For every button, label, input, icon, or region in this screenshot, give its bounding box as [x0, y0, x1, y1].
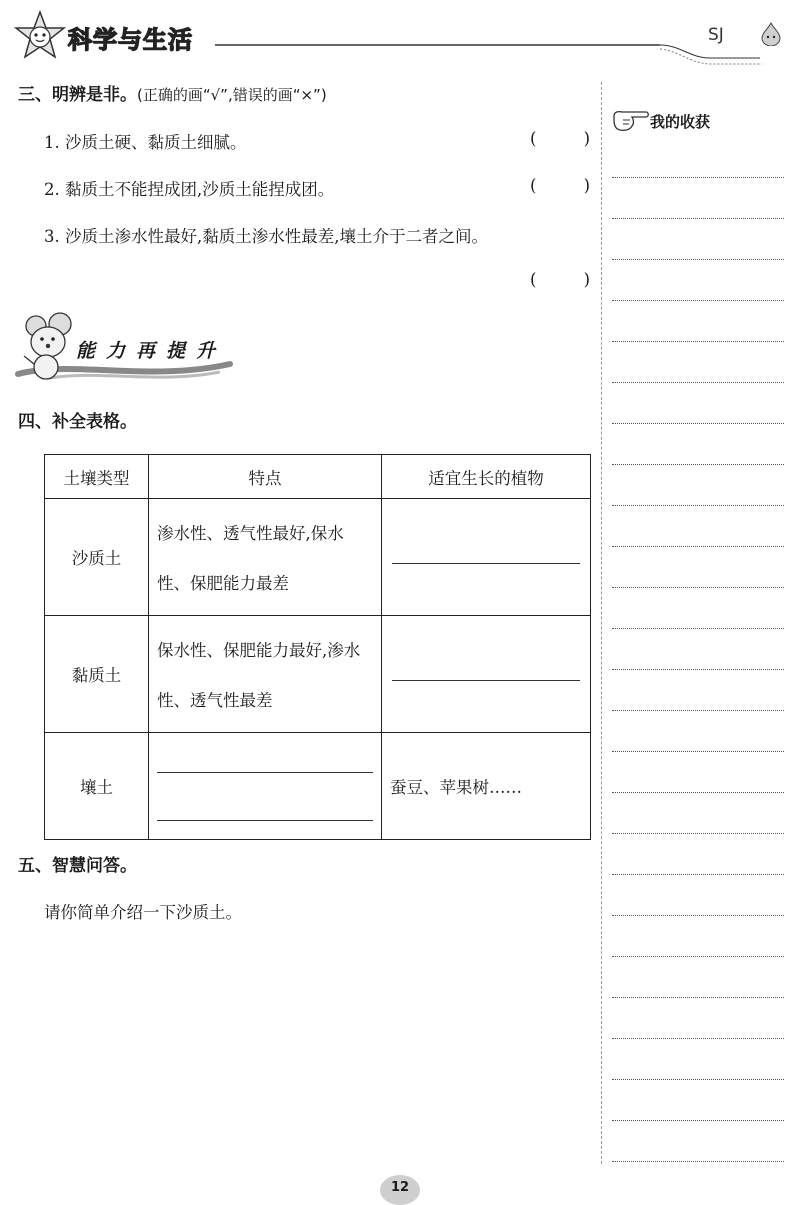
soil-type-cell: 黏质土 — [45, 616, 149, 733]
section-3-title: 三、明辨是非。 — [18, 85, 137, 105]
note-line[interactable] — [612, 1120, 784, 1121]
banner-label: 能力再提升 — [76, 340, 227, 362]
note-line[interactable] — [612, 710, 784, 711]
soil-type-cell: 壤土 — [45, 733, 149, 840]
answer-box-3[interactable] — [530, 270, 590, 289]
note-line[interactable] — [612, 259, 784, 260]
plants-cell: 蚕豆、苹果树…… — [382, 733, 591, 840]
sidebar-title: 我的收获 — [650, 113, 711, 131]
note-line[interactable] — [612, 751, 784, 752]
note-line[interactable] — [612, 1079, 784, 1080]
table-header: 特点 — [149, 455, 382, 499]
note-line[interactable] — [612, 423, 784, 424]
question-2: 2. 黏质土不能捏成团,沙质土能捏成团。 — [44, 180, 335, 199]
table-header-row — [45, 455, 591, 499]
feature-cell: 保水性、保肥能力最好,渗水性、透气性最差 — [149, 616, 382, 733]
table-header: 土壤类型 — [45, 455, 149, 499]
section-4-title: 四、补全表格。 — [18, 412, 137, 432]
note-line[interactable] — [612, 382, 784, 383]
note-line[interactable] — [612, 628, 784, 629]
section-5-question: 请你简单介绍一下沙质土。 — [44, 903, 242, 922]
note-line[interactable] — [612, 464, 784, 465]
answer-box-1[interactable] — [530, 129, 590, 148]
pointing-hand-icon — [610, 108, 650, 134]
page-number: 12 — [380, 1175, 420, 1205]
table-header: 适宜生长的植物 — [382, 455, 591, 499]
paren-open: ( — [530, 176, 537, 195]
question-3: 3. 沙质土渗水性最好,黏质土渗水性最差,壤土介于二者之间。 — [44, 227, 488, 246]
soil-type-cell: 沙质土 — [45, 499, 149, 616]
plants-answer-cell[interactable] — [382, 499, 591, 616]
note-line[interactable] — [612, 1161, 784, 1162]
note-line[interactable] — [612, 218, 784, 219]
sidebar-divider — [601, 82, 602, 1164]
note-line[interactable] — [612, 669, 784, 670]
feature-cell: 渗水性、透气性最好,保水性、保肥能力最差 — [149, 499, 382, 616]
paren-close: ) — [583, 129, 590, 148]
feature-answer-cell[interactable] — [149, 733, 382, 840]
logo-star-icon — [12, 10, 68, 64]
note-line[interactable] — [612, 300, 784, 301]
droplet-mascot-icon — [760, 22, 782, 46]
paren-close: ) — [583, 176, 590, 195]
note-line[interactable] — [612, 792, 784, 793]
note-line[interactable] — [612, 915, 784, 916]
paren-open: ( — [530, 270, 537, 289]
note-line[interactable] — [612, 546, 784, 547]
section-5-title: 五、智慧问答。 — [18, 856, 137, 876]
table-row — [45, 733, 591, 840]
table-row — [45, 499, 591, 616]
section-3-heading — [18, 80, 327, 105]
note-line[interactable] — [612, 587, 784, 588]
note-line[interactable] — [612, 1038, 784, 1039]
note-line[interactable] — [612, 874, 784, 875]
answer-box-2[interactable] — [530, 176, 590, 195]
question-1: 1. 沙质土硬、黏质土细腻。 — [44, 133, 247, 152]
answer-line[interactable] — [157, 820, 373, 821]
soil-table — [44, 454, 591, 840]
note-line[interactable] — [612, 997, 784, 998]
section-3-note: (正确的画“√”,错误的画“×”) — [137, 86, 327, 104]
answer-line[interactable] — [157, 772, 373, 773]
note-line[interactable] — [612, 956, 784, 957]
header-title: 科学与生活 — [68, 26, 193, 54]
paren-close: ) — [583, 270, 590, 289]
note-line[interactable] — [612, 833, 784, 834]
paren-open: ( — [530, 129, 537, 148]
note-line[interactable] — [612, 341, 784, 342]
answer-line[interactable] — [392, 680, 580, 681]
header-code: SJ — [708, 25, 724, 45]
table-row — [45, 616, 591, 733]
plants-answer-cell[interactable] — [382, 616, 591, 733]
note-line[interactable] — [612, 177, 784, 178]
answer-line[interactable] — [392, 563, 580, 564]
note-line[interactable] — [612, 505, 784, 506]
